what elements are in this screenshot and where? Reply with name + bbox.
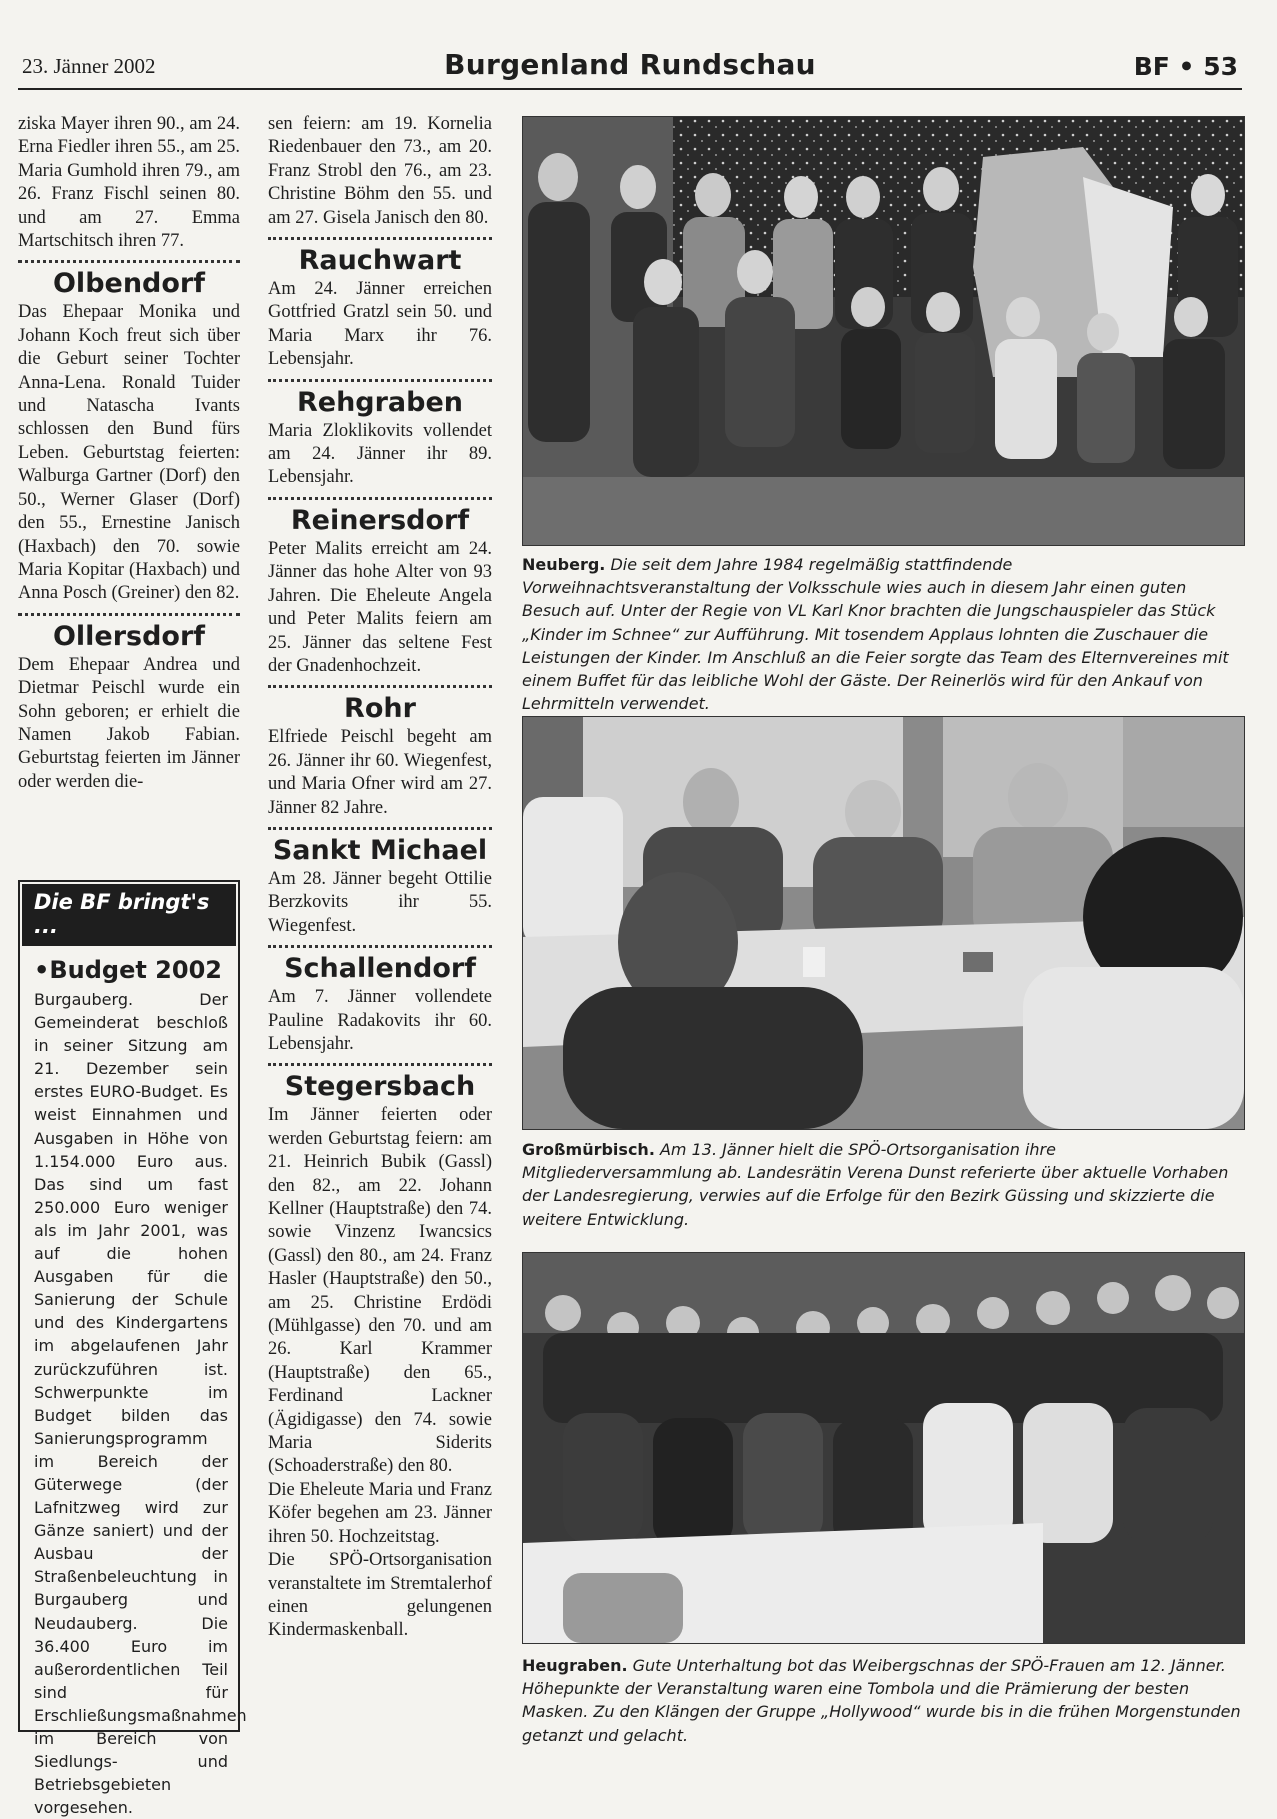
dotted-divider [268, 237, 492, 240]
dotted-divider [268, 945, 492, 948]
page-header [18, 48, 1242, 90]
photo-neuberg-children [522, 116, 1245, 546]
dotted-divider [268, 1063, 492, 1066]
dotted-divider [18, 260, 240, 263]
caption-grossmuerbisch-text: Am 13. Jänner hielt die SPÖ-Ortsorganisation ihre Mitgliederversammlung ab. Landesrätin Verena Dunst referierte über aktuelle Vorhaben der Landesregierung, verwies auf die Erfolge für den Bezirk Güssing und skizzierte die weitere Entwicklung. [522, 1140, 1229, 1229]
bf-box-text: Burgauberg. Der Gemeinderat beschloß in seiner Sitzung am 21. Dezember sein erstes EURO-Budget. Es weist Einnahmen und Ausgaben in Höhe von 1.154.000 Euro aus. Das sind um fast 250.000 Euro weniger als im Jahr 2001, was auf die hohen Ausgaben für die Sanierung der Schule und des Kindergartens im abgelaufenen Jahr zurückzuführen ist. Schwerpunkte im Budget bilden das Sanierungsprogramm im Bereich der Güterwege (der Lafnitzweg wird zur Gänze saniert) und der Ausbau der Straßenbeleuchtung in Burgauberg und Neudauberg. Die 36.400 Euro im außerordentlichen Teil sind für Erschließungsmaßnahmen im Bereich von Siedlungs- und Betriebsgebieten vorgesehen. [34, 990, 247, 1818]
heading-ollersdorf: Ollersdorf [52, 620, 206, 652]
issue-date: 23. Jänner 2002 [22, 54, 156, 78]
heading-rehgraben: Rehgraben [296, 386, 464, 418]
dotted-divider [268, 497, 492, 500]
column-1 [18, 113, 240, 794]
page-number: BF • 53 [1133, 52, 1238, 81]
caption-neuberg [522, 553, 1244, 715]
heading-reinersdorf: Reinersdorf [290, 504, 470, 536]
stegersbach-text-1: Im Jänner feierten oder werden Geburtstag feiern: am 21. Heinrich Bubik (Gassl) den 82., am 22. Johann Kellner (Hauptstraße) den 74. sowie Vinzenz Iwancsics (Gassl) den 80., am 24. Franz Hasler (Hauptstraße) den 50., am 25. Christine Erdödi (Mühlgasse) den 70. und am 26. Karl Krammer (Hauptstraße) den 65., Ferdinand Lackner (Ägidigasse) den 74. sowie Maria Siderits (Schoaderstraße) den 80. [268, 1105, 492, 1477]
caption-neuberg-place: Neuberg. [522, 555, 606, 574]
newspaper-title: Burgenland Rundschau [444, 48, 816, 81]
dotted-divider [268, 379, 492, 382]
caption-heugraben-text: Gute Unterhaltung bot das Weibergschnas der SPÖ-Frauen am 12. Jänner. Höhepunkte der Veranstaltung waren eine Tombola und die Prämierung der besten Masken. Zu den Klängen der Gruppe „Hollywood“ wurde bis in die frühen Morgenstunden getanzt und gelacht. [522, 1656, 1241, 1745]
heading-olbendorf: Olbendorf [52, 268, 205, 300]
bf-box-subheading: •Budget 2002 [34, 956, 222, 984]
caption-heugraben-place: Heugraben. [522, 1656, 628, 1675]
reinersdorf-text: Peter Malits erreicht am 24. Jänner das hohe Alter von 93 Jahren. Die Eheleute Angela und Peter Malits feiern am 25. Jänner das seltene Fest der Gnadenhochzeit. [268, 538, 492, 676]
dotted-divider [268, 827, 492, 830]
rohr-text: Elfriede Peischl begeht am 26. Jänner ihr 60. Wiegenfest, und Maria Ofner wird am 27. Jänner 82 Jahre. [268, 727, 492, 818]
heading-rohr: Rohr [344, 693, 416, 725]
olbendorf-text: Das Ehepaar Monika und Johann Koch freut sich über die Geburt seiner Tochter Anna-Lena. Ronald Tuider und Natascha Ivants schlossen den Bund fürs Leben. Geburtstag feierten: Walburga Gartner (Dorf) den 50., Werner Glaser (Dorf) den 55., Ernestine Janisch (Haxbach) den 70. sowie Maria Kopitar (Haxbach) und Anna Posch (Greiner) den 82. [18, 302, 240, 604]
caption-grossmuerbisch-place: Großmürbisch. [522, 1140, 655, 1159]
heading-rauchwart: Rauchwart [298, 245, 462, 277]
caption-neuberg-text: Die seit dem Jahre 1984 regelmäßig stattfindende Vorweihnachtsveranstaltung der Volksschule wies auch in diesem Jahr einen guten Besuch auf. Unter der Regie von VL Karl Knor brachten die Jungschauspieler das Stück „Kinder im Schnee“ zur Aufführung. Mit tosendem Applaus lohnten die Zuschauer die Leistungen der Kinder. Im Anschluß an die Feier sorgte das Team des Elternvereines mit einem Buffet für das leibliche Wohl der Gäste. Der Reinerlös wird für den Ankauf von Lehrmitteln verwendet. [522, 555, 1229, 714]
photo-heugraben-party [522, 1252, 1245, 1644]
rauchwart-text: Am 24. Jänner erreichen Gottfried Gratzl sein 50. und Maria Marx ihr 76. Lebensjahr. [268, 279, 492, 370]
schallendorf-text: Am 7. Jänner vollendete Pauline Radakovits ihr 60. Lebensjahr. [268, 987, 492, 1054]
dotted-divider [18, 613, 240, 616]
heading-schallendorf: Schallendorf [284, 953, 476, 985]
col2-intro-text: sen feiern: am 19. Kornelia Riedenbauer den 73., am 20. Franz Strobl den 76., am 23. Christine Böhm den 55. und am 27. Gisela Janisch den 80. [268, 114, 492, 228]
heading-stegersbach: Stegersbach [284, 1071, 476, 1103]
rehgraben-text: Maria Zloklikovits vollendet am 24. Jänner ihr 89. Lebensjahr. [268, 420, 492, 488]
stegersbach-text-3: Die SPÖ-Ortsorganisation veranstaltete im Stremtalerhof einen gelungenen Kindermaskenball. [268, 1550, 492, 1641]
dotted-divider [268, 685, 492, 688]
heading-sankt-michael: Sankt Michael [272, 834, 488, 866]
bf-box-heading: Die BF bringt's ... [22, 884, 236, 946]
caption-heugraben [522, 1654, 1244, 1747]
column-2 [268, 113, 492, 1643]
stegersbach-text-2: Die Eheleute Maria und Franz Köfer begehen am 23. Jänner ihren 50. Hochzeitstag. [268, 1479, 492, 1547]
sankt-michael-text: Am 28. Jänner begeht Ottilie Berzkovits ihr 55. Wiegenfest. [268, 868, 492, 936]
ollersdorf-text: Dem Ehepaar Andrea und Dietmar Peischl wurde ein Sohn geboren; er erhielt die Namen Jakob Fabian. Geburtstag feierten im Jänner oder werden die- [18, 654, 240, 792]
col1-intro-text: ziska Mayer ihren 90., am 24. Erna Fiedler ihren 55., am 25. Maria Gumhold ihren 79., am 26. Franz Fischl seinen 80. und am 27. Emma Martschitsch ihren 77. [18, 114, 240, 252]
bf-bringts-box [18, 880, 247, 1818]
photo-grossmuerbisch-meeting [522, 716, 1245, 1130]
caption-grossmuerbisch [522, 1138, 1244, 1231]
